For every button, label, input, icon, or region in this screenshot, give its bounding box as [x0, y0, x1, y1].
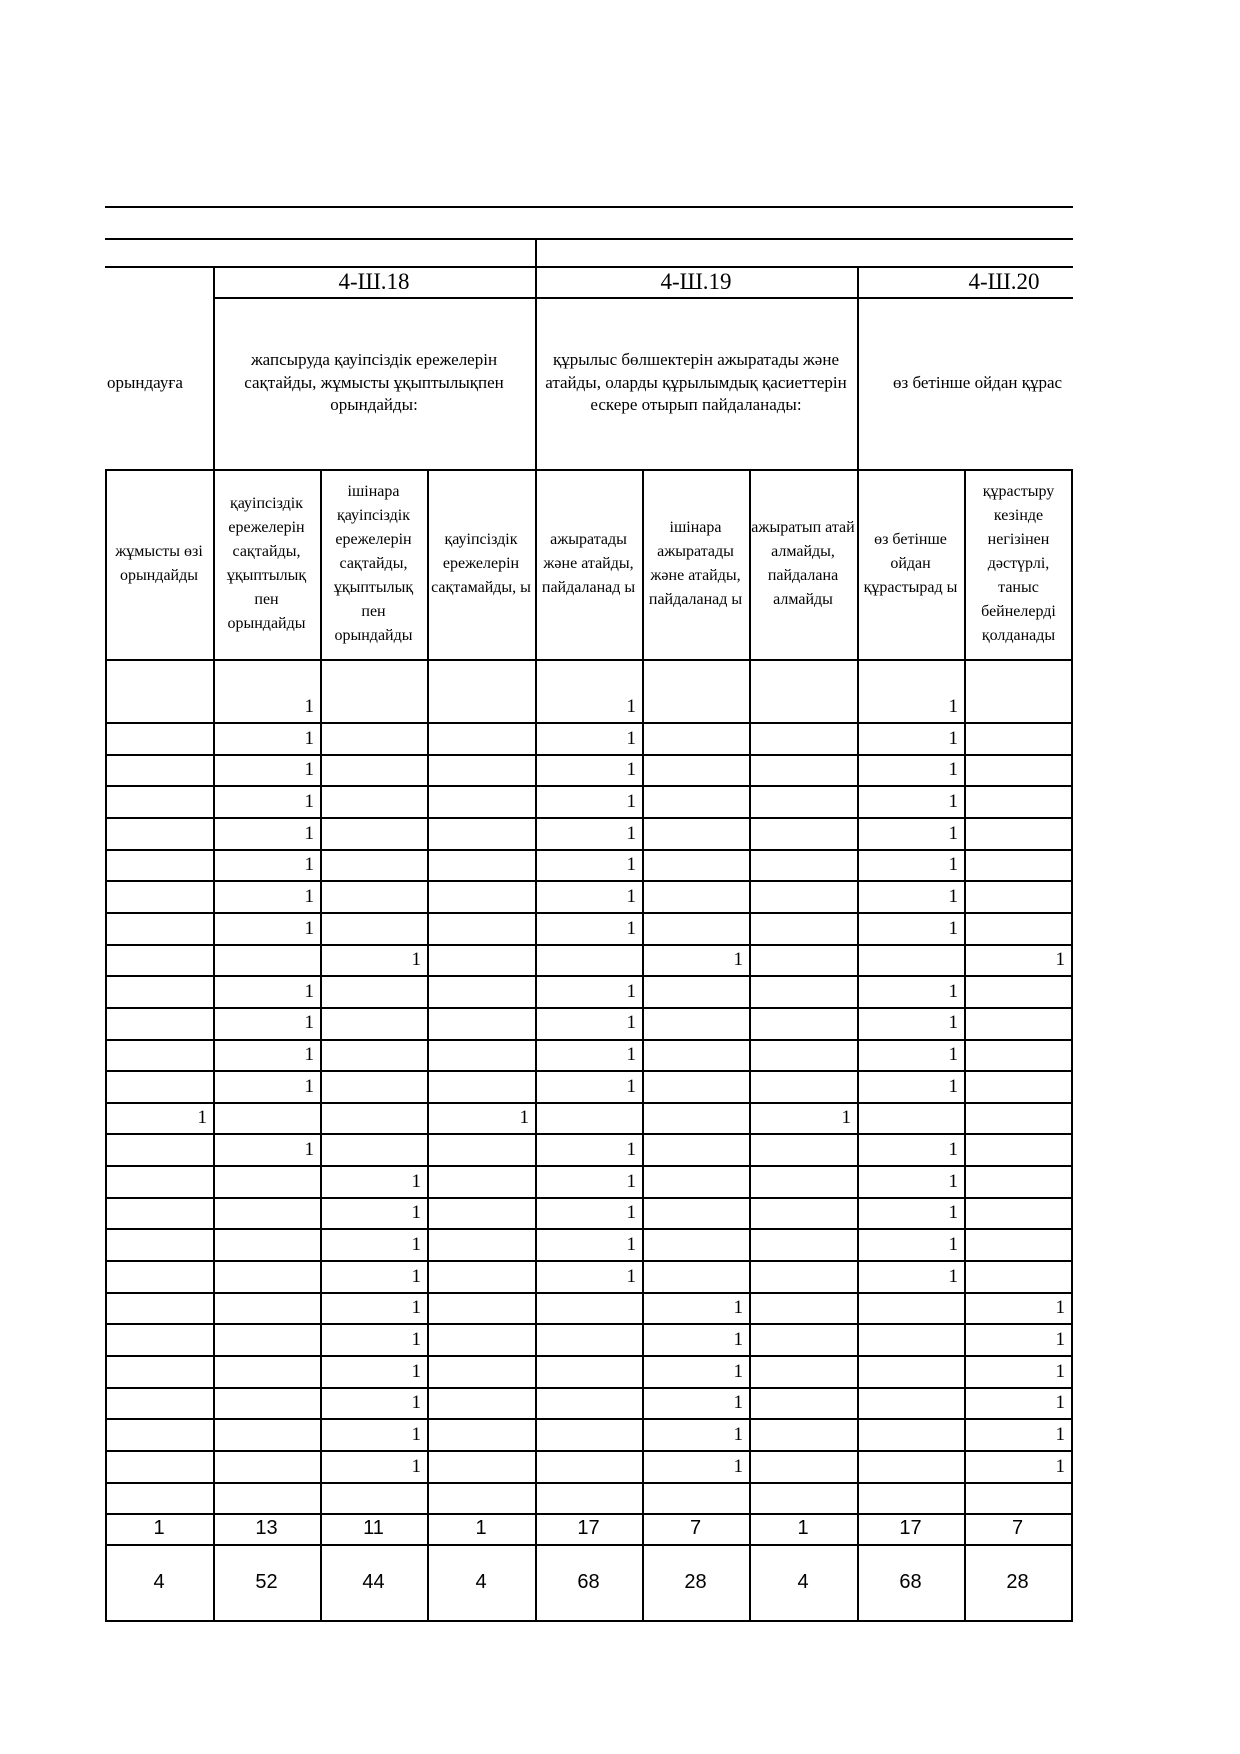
column-header: ажыратып атай алмайды, пайдалана алмайды	[751, 519, 855, 608]
table-cell	[535, 1292, 642, 1324]
column-header: ажыратады және атайды, пайдаланад ы	[541, 531, 636, 596]
table-cell	[213, 1450, 320, 1482]
percentage-cell: 28	[684, 1570, 707, 1593]
table-cell	[320, 1102, 427, 1134]
table-cell	[320, 975, 427, 1007]
percentage-cell: 52	[255, 1570, 278, 1593]
percentage-cell: 28	[1006, 1570, 1029, 1593]
table-cell	[749, 880, 857, 912]
table-cell: 1	[411, 1392, 421, 1414]
table-cell	[213, 1418, 320, 1450]
row-rule	[105, 1620, 1073, 1622]
table-cell: 1	[304, 727, 314, 749]
table-cell: 1	[626, 759, 636, 781]
table-cell	[749, 1197, 857, 1229]
table-cell: 1	[304, 1012, 314, 1034]
table-cell: 1	[948, 1044, 958, 1066]
table-cell	[105, 944, 213, 976]
table-cell: 1	[304, 1044, 314, 1066]
table-cell	[749, 1165, 857, 1197]
table-cell: 1	[411, 1423, 421, 1445]
table-cell: 1	[304, 917, 314, 939]
table-cell	[427, 849, 535, 881]
table-cell	[642, 754, 749, 786]
table-cell	[642, 1260, 749, 1292]
table-cell	[857, 944, 964, 976]
table-cell: 1	[948, 1139, 958, 1161]
table-cell	[749, 1228, 857, 1260]
table-cell	[857, 1450, 964, 1482]
table-cell	[857, 1355, 964, 1387]
table-cell: 1	[626, 790, 636, 812]
table-cell	[105, 1418, 213, 1450]
table-cell	[749, 1133, 857, 1165]
table-cell	[213, 1387, 320, 1419]
table-cell	[213, 1197, 320, 1229]
header-rule	[105, 206, 1073, 208]
total-cell: 17	[899, 1517, 922, 1540]
table-cell	[535, 1355, 642, 1387]
table-cell	[105, 1007, 213, 1039]
header-rule	[105, 238, 1073, 240]
table-cell	[427, 1292, 535, 1324]
table-cell: 1	[1055, 1455, 1065, 1477]
table-cell	[320, 912, 427, 944]
table-cell	[213, 944, 320, 976]
table-cell	[749, 849, 857, 881]
table-cell: 1	[841, 1107, 851, 1129]
table-cell: 1	[411, 1265, 421, 1287]
total-cell: 7	[1011, 1517, 1024, 1540]
table-cell: 1	[626, 1012, 636, 1034]
table-cell	[213, 1323, 320, 1355]
table-cell	[105, 1323, 213, 1355]
table-cell: 1	[733, 1392, 743, 1414]
table-cell	[749, 1039, 857, 1071]
table-cell	[427, 1007, 535, 1039]
table-cell	[642, 1039, 749, 1071]
table-cell	[320, 849, 427, 881]
table-cell	[320, 880, 427, 912]
total-cell: 1	[797, 1517, 809, 1540]
table-cell: 1	[948, 727, 958, 749]
percentage-cell: 44	[362, 1570, 385, 1593]
table-cell	[213, 1292, 320, 1324]
table-cell: 1	[411, 1360, 421, 1382]
section-description: жапсыруда қауіпсіздік ережелерін сақтайды, жұмысты ұқыптылықпен орындайды:	[244, 350, 504, 415]
table-cell: 1	[519, 1107, 529, 1129]
table-cell	[320, 722, 427, 754]
table-cell	[964, 975, 1071, 1007]
table-cell	[105, 1450, 213, 1482]
table-cell	[749, 1355, 857, 1387]
table-cell	[749, 944, 857, 976]
table-cell	[427, 975, 535, 1007]
table-cell	[857, 1102, 964, 1134]
table-cell	[105, 1165, 213, 1197]
table-cell: 1	[626, 696, 636, 717]
percentage-cell: 68	[577, 1570, 600, 1593]
table-cell	[427, 1355, 535, 1387]
table-cell: 1	[411, 949, 421, 971]
table-cell	[642, 659, 749, 722]
table-cell	[427, 659, 535, 722]
table-cell	[320, 1133, 427, 1165]
table-cell	[749, 785, 857, 817]
table-cell	[105, 1133, 213, 1165]
table-cell	[105, 1039, 213, 1071]
table-cell	[427, 1039, 535, 1071]
table-cell: 1	[626, 1265, 636, 1287]
table-cell	[427, 1165, 535, 1197]
table-cell: 1	[304, 696, 314, 717]
table-cell: 1	[304, 759, 314, 781]
table-cell	[320, 817, 427, 849]
table-cell	[105, 1070, 213, 1102]
table-cell: 1	[304, 790, 314, 812]
table-cell: 1	[948, 1012, 958, 1034]
table-cell	[427, 1133, 535, 1165]
table-cell	[427, 1418, 535, 1450]
table-cell	[427, 1323, 535, 1355]
table-cell	[964, 1102, 1071, 1134]
table-cell	[857, 1387, 964, 1419]
table-cell: 1	[948, 854, 958, 876]
table-cell: 1	[733, 1297, 743, 1319]
table-cell: 1	[626, 1234, 636, 1256]
table-cell	[642, 1197, 749, 1229]
table-cell: 1	[626, 727, 636, 749]
total-cell: 7	[689, 1517, 702, 1540]
table-cell: 1	[733, 949, 743, 971]
table-cell: 1	[948, 885, 958, 907]
table-cell: 1	[733, 1423, 743, 1445]
table-cell	[964, 1228, 1071, 1260]
table-cell	[320, 1007, 427, 1039]
table-cell	[964, 1039, 1071, 1071]
table-cell	[320, 659, 427, 722]
table-cell	[642, 785, 749, 817]
table-cell	[427, 880, 535, 912]
column-header: жұмысты өзі орындайды	[115, 543, 203, 584]
table-cell	[964, 1007, 1071, 1039]
table-cell	[749, 722, 857, 754]
table-cell: 1	[948, 822, 958, 844]
table-cell	[535, 1102, 642, 1134]
table-cell: 1	[626, 1202, 636, 1224]
table-cell	[105, 659, 213, 722]
column-header: ішінара қауіпсіздік ережелерін сақтайды, ұқыптылық пен орындайды	[333, 483, 414, 644]
table-cell: 1	[733, 1328, 743, 1350]
table-cell: 1	[197, 1107, 207, 1129]
table-cell	[105, 1260, 213, 1292]
table-cell: 1	[1055, 1297, 1065, 1319]
section-description: құрылыс бөлшектерін ажыратады және атайды, оларды құрылымдық қасиеттерін ескере отырып пайдаланады:	[545, 350, 847, 415]
table-cell: 1	[411, 1455, 421, 1477]
table-cell: 1	[304, 822, 314, 844]
table-cell: 1	[948, 1075, 958, 1097]
column-header: қауіпсіздік ережелерін сақтайды, ұқыптылық пен орындайды	[226, 495, 307, 632]
table-cell: 1	[948, 759, 958, 781]
table-cell: 1	[411, 1170, 421, 1192]
table-cell	[427, 1387, 535, 1419]
table-cell	[105, 785, 213, 817]
table-cell	[535, 1450, 642, 1482]
table-cell	[642, 817, 749, 849]
table-cell	[213, 1228, 320, 1260]
table-cell	[213, 1260, 320, 1292]
table-cell	[642, 1133, 749, 1165]
table-cell: 1	[948, 1202, 958, 1224]
table-cell: 1	[626, 1170, 636, 1192]
column-header: өз бетінше ойдан құрастырад ы	[863, 531, 958, 596]
table-cell	[964, 754, 1071, 786]
table-cell	[427, 754, 535, 786]
section-code: 4-Ш.20	[968, 268, 1040, 294]
table-cell	[964, 912, 1071, 944]
table-cell	[749, 1418, 857, 1450]
percentage-cell: 4	[153, 1570, 165, 1593]
column-header: қауіпсіздік ережелерін сақтамайды, ы	[431, 531, 531, 596]
table-cell: 1	[948, 917, 958, 939]
table-cell	[427, 1450, 535, 1482]
table-cell	[535, 944, 642, 976]
section-description: орындауға	[107, 372, 183, 392]
table-cell	[749, 1292, 857, 1324]
table-cell	[749, 754, 857, 786]
table-cell: 1	[1055, 1423, 1065, 1445]
table-cell	[320, 1070, 427, 1102]
table-cell	[535, 1387, 642, 1419]
table-cell	[749, 1007, 857, 1039]
table-cell	[427, 817, 535, 849]
table-cell: 1	[948, 1234, 958, 1256]
table-cell	[105, 1387, 213, 1419]
table-cell	[749, 1260, 857, 1292]
table-cell	[105, 754, 213, 786]
total-cell: 13	[255, 1517, 278, 1540]
percentage-cell: 4	[797, 1570, 809, 1593]
total-cell: 1	[153, 1517, 165, 1540]
table-cell	[642, 1007, 749, 1039]
table-cell: 1	[304, 1139, 314, 1161]
table-cell	[105, 1355, 213, 1387]
table-cell	[105, 975, 213, 1007]
table-cell: 1	[948, 980, 958, 1002]
table-cell: 1	[411, 1297, 421, 1319]
table-cell	[857, 1418, 964, 1450]
table-cell: 1	[626, 917, 636, 939]
table-cell	[749, 1070, 857, 1102]
table-cell: 1	[1055, 949, 1065, 971]
table-cell	[105, 849, 213, 881]
table-cell	[964, 880, 1071, 912]
table-cell	[964, 1133, 1071, 1165]
column-header: құрастыру кезінде негізінен дәстүрлі, таныс бейнелерді қолданады	[981, 483, 1056, 644]
table-cell	[213, 1102, 320, 1134]
table-cell: 1	[411, 1328, 421, 1350]
column-rule	[1071, 469, 1073, 1622]
table-cell: 1	[626, 1075, 636, 1097]
table-cell	[642, 880, 749, 912]
table-cell: 1	[626, 854, 636, 876]
table-cell: 1	[304, 854, 314, 876]
table-cell	[213, 1165, 320, 1197]
table-cell	[105, 817, 213, 849]
table-cell	[642, 975, 749, 1007]
table-cell	[642, 1165, 749, 1197]
table-cell	[320, 1039, 427, 1071]
table-cell	[749, 659, 857, 722]
table-cell	[320, 754, 427, 786]
table-cell	[105, 1292, 213, 1324]
table-cell	[642, 912, 749, 944]
total-cell: 1	[475, 1517, 487, 1540]
table-cell: 1	[304, 980, 314, 1002]
table-cell	[320, 785, 427, 817]
table-cell	[105, 1228, 213, 1260]
table-cell	[964, 1165, 1071, 1197]
table-cell: 1	[304, 885, 314, 907]
percentage-cell: 4	[475, 1570, 487, 1593]
table-cell	[749, 1323, 857, 1355]
table-cell: 1	[626, 1139, 636, 1161]
table-cell	[964, 659, 1071, 722]
table-cell	[642, 1070, 749, 1102]
table-cell	[535, 1418, 642, 1450]
table-cell: 1	[626, 1044, 636, 1066]
table-cell: 1	[733, 1360, 743, 1382]
table-cell	[427, 785, 535, 817]
table-cell: 1	[733, 1455, 743, 1477]
table-cell: 1	[948, 790, 958, 812]
table-cell	[749, 1450, 857, 1482]
table-cell	[427, 1228, 535, 1260]
table-cell	[642, 722, 749, 754]
table-cell	[964, 849, 1071, 881]
section-code: 4-Ш.18	[338, 268, 410, 294]
table-cell	[427, 1070, 535, 1102]
table-cell	[105, 722, 213, 754]
table-cell	[964, 817, 1071, 849]
section-code: 4-Ш.19	[660, 268, 732, 294]
table-cell: 1	[304, 1075, 314, 1097]
table-cell	[642, 849, 749, 881]
section-description: өз бетінше ойдан құрас	[893, 372, 1063, 392]
table-cell: 1	[1055, 1360, 1065, 1382]
table-cell: 1	[626, 822, 636, 844]
percentage-cell: 68	[899, 1570, 922, 1593]
total-cell: 17	[577, 1517, 600, 1540]
table-cell: 1	[948, 696, 958, 717]
table-cell	[964, 1260, 1071, 1292]
table-cell	[749, 817, 857, 849]
table-cell	[964, 1197, 1071, 1229]
table-cell	[427, 944, 535, 976]
table-cell	[213, 1355, 320, 1387]
table-cell	[105, 912, 213, 944]
table-cell: 1	[411, 1202, 421, 1224]
row-rule	[105, 1482, 1073, 1484]
table-cell	[857, 1292, 964, 1324]
table-cell	[857, 1323, 964, 1355]
table-cell	[427, 1197, 535, 1229]
total-cell: 11	[363, 1517, 384, 1540]
table-cell	[105, 880, 213, 912]
table-cell: 1	[626, 980, 636, 1002]
table-cell	[642, 1102, 749, 1134]
table-cell	[642, 1228, 749, 1260]
table-cell	[964, 1070, 1071, 1102]
table-cell: 1	[411, 1234, 421, 1256]
table-cell: 1	[948, 1170, 958, 1192]
table-cell	[749, 912, 857, 944]
table-cell	[749, 1387, 857, 1419]
table-cell	[105, 1197, 213, 1229]
table-cell: 1	[1055, 1392, 1065, 1414]
table-cell	[964, 785, 1071, 817]
table-cell	[427, 912, 535, 944]
table-cell	[427, 1260, 535, 1292]
table-cell	[749, 975, 857, 1007]
table-cell	[964, 722, 1071, 754]
table-cell	[535, 1323, 642, 1355]
table-cell: 1	[1055, 1328, 1065, 1350]
table-cell	[427, 722, 535, 754]
table-cell: 1	[948, 1265, 958, 1287]
table-cell: 1	[626, 885, 636, 907]
column-header: ішінара ажыратады және атайды, пайдаланад ы	[648, 519, 743, 608]
